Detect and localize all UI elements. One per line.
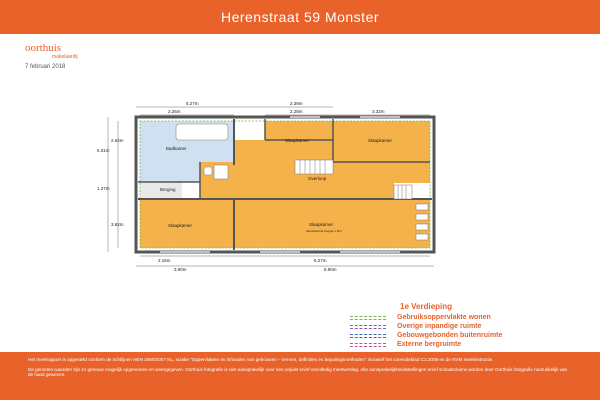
dim-left-bath: 2.64m [111,138,124,143]
legend-label: Overige inpandige ruimte [397,323,482,330]
dim-bottom-inner-right: 6.27m [314,258,327,263]
label-berging: Berging [160,187,176,192]
legend-label: Gebruiksoppervlakte wonen [397,314,491,321]
legend-items [350,314,580,350]
legend-label: Gebouwgebonden buitenruimte [397,332,503,339]
label-slaapkamer-top-right: Slaapkamer [368,138,393,143]
legend-item [350,341,580,350]
footer [0,352,600,400]
legend [350,302,580,350]
stairs-top [295,160,333,174]
logo-subtitle: makelaardij [52,54,78,60]
legend-swatch [350,316,386,320]
footer-disclaimer-measurement: Het meetrapport is opgesteld conform de richtlijnen NEN 2580/2007 NL, inzake "Oppervlakten en inhouden van gebouwen – termen, definities en bepalingsmethoden" inclusief het correctieblad C1:2008 en de NVM meetinstructie. [28,357,494,362]
legend-item [350,332,580,341]
dim-bottom-inner-left: 2.15m [158,258,171,263]
legend-title: 1e Verdieping [400,302,453,311]
document-date: 7 februari 2018 [25,64,66,70]
legend-swatch [350,343,386,347]
dim-top-inner-mid: 2.28m [290,109,303,114]
dim-bottom-outer-left: 3.90m [174,267,187,272]
dim-left-top: 6.31m [97,148,110,153]
dim-bottom-outer-right: 6.90m [324,267,337,272]
logo-wordmark: oorthuis [25,42,62,54]
label-badkamer: Badkamer [166,146,187,151]
dim-top-outer-mid: 2.39m [290,101,303,106]
shower [214,165,228,179]
legend-label: Externe bergruimte [397,341,462,348]
legend-item [350,323,580,332]
dim-top-outer-left: 5.27m [186,101,199,106]
footer-disclaimer-liability: De gemeten waarden zijn zo getrouw mogelijk opgenomen en weergegeven. Oorthuis fotografie is niet aansprakelijk voor een onjuist en/of onvolledig meetverslag. Alle aansprakelijkheidsstellingen en/of schadeclaims worden door Oorthuis fotografie nadrukkelijk van de hand gewezen. [28,366,568,378]
label-overloop: Overloop [308,176,327,181]
legend-swatch [350,334,386,338]
legend-item [350,314,580,323]
bathtub [176,124,228,140]
label-slaapkamer-bottom-right-sub: (beschermde hoogte 1.5m) [306,229,343,233]
dim-top-inner-left: 2.26m [168,109,181,114]
label-slaapkamer-top-mid: Slaapkamer [285,138,310,143]
label-slaapkamer-bottom-left: Slaapkamer [168,223,193,228]
page-title: Herenstraat 59 Monster [220,9,380,25]
label-slaapkamer-bottom-right: Slaapkamer [309,222,334,227]
legend-swatch [350,325,386,329]
sink [204,167,212,175]
dim-left-bottom: 3.62m [111,222,124,227]
stairs-right [394,185,412,199]
dim-left-mid: 1.27m [97,186,110,191]
dim-top-inner-right: 3.32m [372,109,385,114]
